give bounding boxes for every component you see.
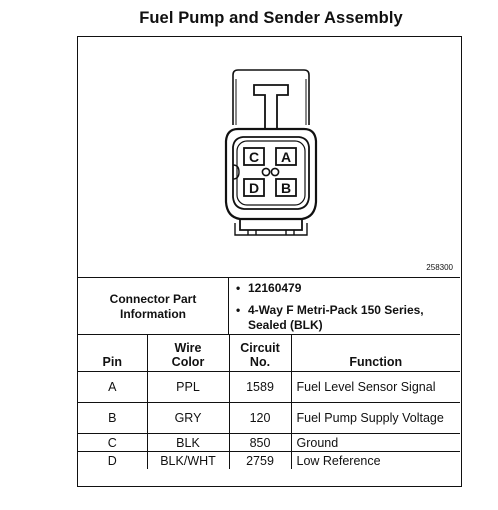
connector-diagram: [78, 37, 460, 277]
table-row: [78, 372, 460, 403]
function-cell: Fuel Level Sensor Signal: [291, 372, 460, 403]
header-circuit: Circuit No.: [229, 335, 291, 372]
key-circle-right: [271, 168, 278, 175]
cavity-label-c: C: [248, 149, 260, 165]
connector-info-label: [78, 278, 229, 335]
bullet: •: [236, 303, 241, 317]
header-wire-color: Wire Color: [147, 335, 229, 372]
figure-ref-number: 258300: [426, 263, 453, 272]
connector-info-values: [236, 281, 461, 333]
connector-frame: [77, 36, 462, 487]
function-cell: Low Reference: [291, 452, 460, 470]
pin-cell: D: [78, 452, 147, 470]
connector-type: 4-Way F Metri-Pack 150 Series, Sealed (BLK): [248, 303, 424, 332]
connector-type-item: [236, 303, 461, 333]
pin-cell: C: [78, 434, 147, 452]
part-number-item: [236, 281, 461, 296]
latch-housing: [233, 70, 309, 125]
connector-info-label-line1: Connector Part: [109, 291, 197, 306]
page-title: Fuel Pump and Sender Assembly: [139, 9, 403, 27]
circuit-cell: 850: [229, 434, 291, 452]
key-circle-left: [262, 168, 269, 175]
wire-color-cell: BLK/WHT: [147, 452, 229, 470]
pin-table-header: [78, 335, 460, 372]
part-number: 12160479: [248, 281, 302, 295]
pin-table: [78, 334, 460, 469]
wire-color-cell: BLK: [147, 434, 229, 452]
circuit-cell: 1589: [229, 372, 291, 403]
pin-cell: B: [78, 403, 147, 434]
connector-info-row: [78, 277, 460, 335]
table-row: [78, 434, 460, 452]
bullet: •: [236, 281, 241, 295]
cavity-label-d: D: [248, 180, 260, 196]
header-pin: Pin: [78, 335, 147, 372]
circuit-cell: 2759: [229, 452, 291, 470]
pin-cell: A: [78, 372, 147, 403]
latch-tab: [254, 85, 288, 129]
table-row: [78, 403, 460, 434]
wire-color-cell: GRY: [147, 403, 229, 434]
function-cell: Ground: [291, 434, 460, 452]
table-row: [78, 452, 460, 470]
circuit-cell: 120: [229, 403, 291, 434]
function-cell: Fuel Pump Supply Voltage: [291, 403, 460, 434]
header-function: Function: [291, 335, 460, 372]
connector-info-label-line2: Information: [120, 306, 186, 321]
wire-color-cell: PPL: [147, 372, 229, 403]
cavity-label-a: A: [280, 149, 292, 165]
connector-skirt: [240, 219, 302, 230]
cavity-label-b: B: [280, 180, 292, 196]
